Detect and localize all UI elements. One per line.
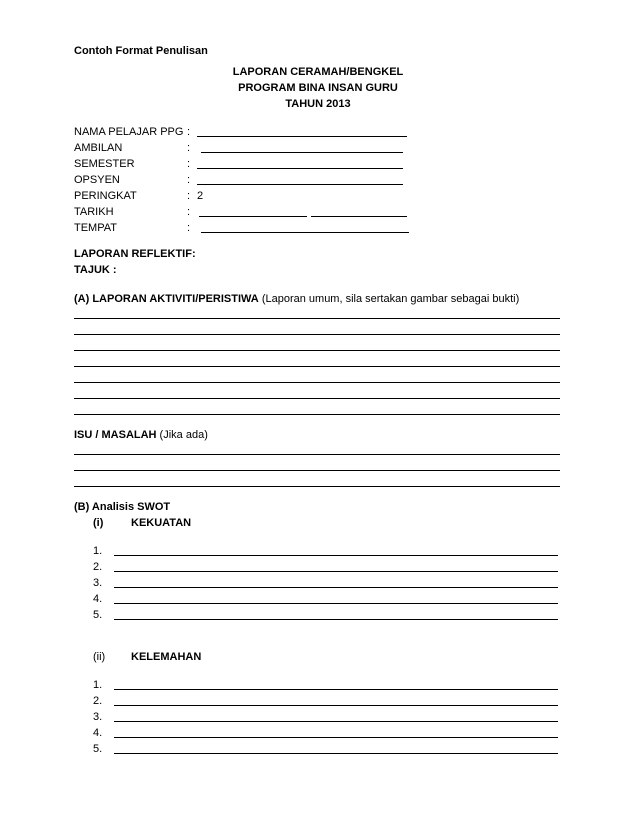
isu-note: (Jika ada) — [156, 429, 208, 441]
format-title: Contoh Format Penulisan — [74, 45, 208, 57]
writing-line — [74, 366, 560, 367]
list-number: 4. — [93, 727, 103, 739]
writing-line — [114, 603, 558, 604]
sub2-number: (ii) — [93, 651, 106, 663]
writing-line — [114, 571, 558, 572]
field-line-nama — [197, 136, 407, 137]
writing-line — [114, 737, 558, 738]
writing-line — [74, 398, 560, 399]
writing-line — [74, 486, 560, 487]
field-colon: : — [187, 126, 191, 138]
list-number: 2. — [93, 695, 103, 707]
report-title-line2: PROGRAM BINA INSAN GURU — [238, 82, 398, 94]
writing-line — [114, 689, 558, 690]
field-colon: : — [187, 222, 191, 234]
list-number: 2. — [93, 561, 103, 573]
writing-line — [114, 587, 558, 588]
writing-line — [74, 318, 560, 319]
writing-line — [114, 753, 558, 754]
field-label-tempat: TEMPAT — [74, 222, 117, 234]
reflective-heading: LAPORAN REFLEKTIF: — [74, 248, 196, 260]
field-line-ambilan — [201, 152, 403, 153]
writing-line — [74, 382, 560, 383]
isu-heading — [74, 430, 208, 441]
field-label-nama: NAMA PELAJAR PPG — [74, 126, 184, 138]
field-line-opsyen — [197, 184, 403, 185]
field-colon: : — [187, 142, 191, 154]
field-line-tempat — [201, 232, 409, 233]
writing-line — [114, 555, 558, 556]
section-a-label: (A) LAPORAN AKTIVITI/PERISTIWA — [74, 293, 259, 305]
list-number: 5. — [93, 609, 103, 621]
list-number: 1. — [93, 679, 103, 691]
section-b-heading: (B) Analisis SWOT — [74, 501, 171, 513]
field-label-ambilan: AMBILAN — [74, 142, 123, 154]
sub1-number: (i) — [93, 517, 104, 529]
field-label-opsyen: OPSYEN — [74, 174, 120, 186]
writing-line — [74, 334, 560, 335]
section-a-heading — [74, 294, 519, 305]
writing-line — [74, 414, 560, 415]
field-label-tarikh: TARIKH — [74, 206, 114, 218]
sub1-label: KEKUATAN — [131, 517, 192, 529]
tajuk-label: TAJUK : — [74, 264, 117, 276]
list-number: 1. — [93, 545, 103, 557]
field-line-tarikh-a — [199, 216, 307, 217]
field-colon: : — [187, 206, 191, 218]
list-number: 3. — [93, 711, 103, 723]
field-colon: : — [187, 174, 191, 186]
field-line-semester — [197, 168, 403, 169]
field-value-peringkat: 2 — [197, 190, 204, 202]
field-label-semester: SEMESTER — [74, 158, 135, 170]
isu-label: ISU / MASALAH — [74, 429, 157, 441]
writing-line — [114, 721, 558, 722]
field-colon: : — [187, 158, 191, 170]
writing-line — [114, 619, 558, 620]
sub2-label: KELEMAHAN — [131, 651, 202, 663]
list-number: 4. — [93, 593, 103, 605]
writing-line — [114, 705, 558, 706]
list-number: 5. — [93, 743, 103, 755]
writing-line — [74, 350, 560, 351]
field-line-tarikh-b — [311, 216, 407, 217]
field-colon: : — [187, 190, 191, 202]
writing-line — [74, 454, 560, 455]
writing-line — [74, 470, 560, 471]
section-a-note: (Laporan umum, sila sertakan gambar sebagai bukti) — [258, 293, 520, 305]
report-title-line3: TAHUN 2013 — [285, 98, 351, 110]
field-label-peringkat: PERINGKAT — [74, 190, 137, 202]
report-title-line1: LAPORAN CERAMAH/BENGKEL — [232, 66, 404, 78]
list-number: 3. — [93, 577, 103, 589]
